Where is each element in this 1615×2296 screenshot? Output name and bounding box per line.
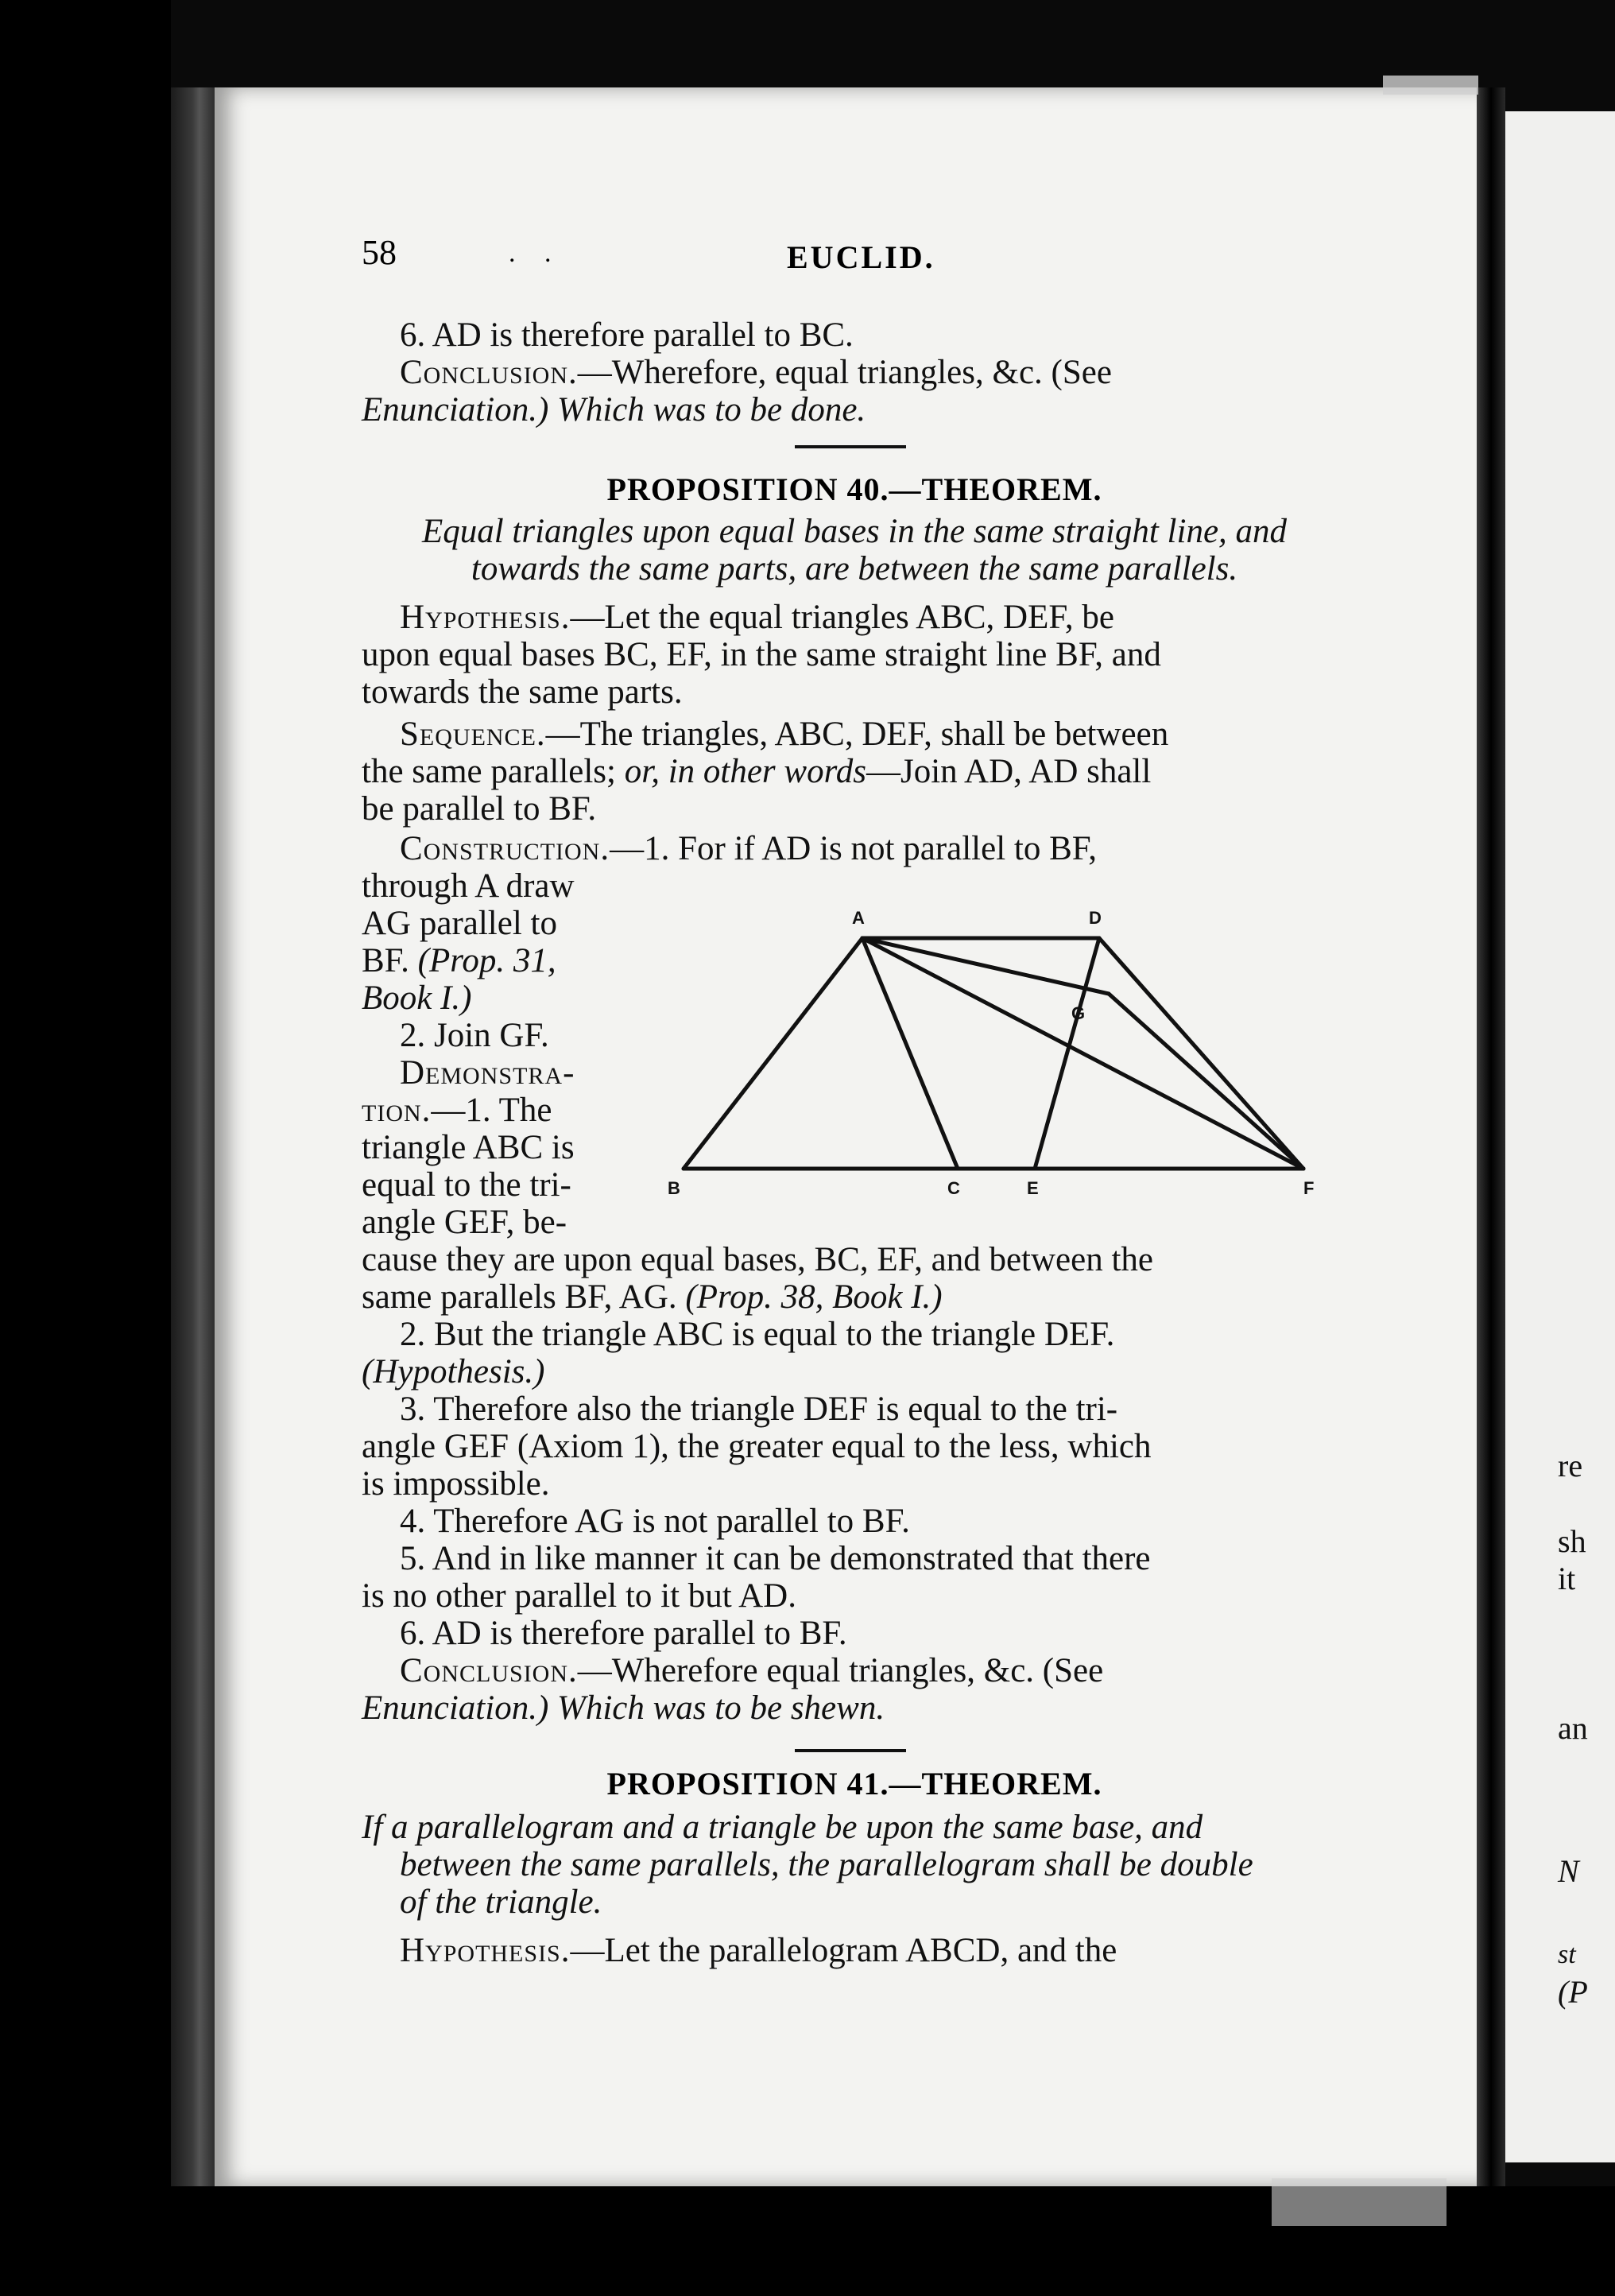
proof-line: angle GEF (Axiom 1), the greater equal to the less, which	[362, 1428, 1152, 1465]
running-title: EUCLID.	[787, 239, 935, 275]
line-ag	[862, 938, 1109, 994]
adjacent-page-fragment: st	[1558, 1940, 1576, 1969]
adjacent-page-fragment: sh	[1558, 1523, 1586, 1559]
construction-line: through A draw	[362, 867, 575, 905]
section-label: Construction.	[400, 830, 610, 867]
sequence-text: the same parallels;	[362, 753, 616, 790]
demonstration	[362, 1241, 1347, 1727]
reference: Enunciation.)	[362, 1689, 549, 1727]
line-af	[862, 938, 1303, 1169]
page-gutter	[1477, 87, 1505, 2186]
point-label-d: D	[1089, 908, 1102, 928]
adjacent-page-fragment: N	[1558, 1853, 1579, 1889]
proof-line: is no other parallel to it but AD.	[362, 1577, 796, 1615]
point-label-a: A	[852, 908, 865, 928]
enunciation	[362, 1809, 1347, 1921]
construction-text: BF.	[362, 942, 409, 979]
construction-text: —1. For if AD is not parallel to BF,	[610, 830, 1097, 867]
section-label: Conclusion.	[400, 354, 578, 391]
conclusion-text: —Wherefore equal triangles, &c. (See	[577, 1652, 1104, 1689]
section-label: Demonstra-	[400, 1054, 575, 1092]
enunciation-line: If a parallelogram and a triangle be upon the same base, and	[362, 1809, 1203, 1846]
sequence	[362, 716, 1347, 828]
figure-svg	[668, 906, 1327, 1208]
enunciation-line: of the triangle.	[400, 1883, 602, 1921]
proposition-title: PROPOSITION 40.—THEOREM.	[606, 471, 1102, 507]
section-label: tion.	[362, 1092, 432, 1129]
page-number: 58	[362, 233, 397, 272]
proof-step: 5. And in like manner it can be demonstrated that there	[400, 1540, 1151, 1577]
page-fringe	[1272, 2178, 1447, 2226]
sequence-line: be parallel to BF.	[362, 790, 597, 828]
reference: Book I.)	[362, 979, 472, 1017]
reference: (Prop. 31,	[417, 942, 556, 979]
reference: (Prop. 38, Book I.)	[685, 1278, 943, 1316]
enunciation-line: Equal triangles upon equal bases in the same straight line, and	[421, 513, 1288, 550]
line-ac	[862, 938, 958, 1169]
qed-text: Which was to be shewn.	[557, 1689, 885, 1727]
adjacent-page-fragment: it	[1558, 1561, 1576, 1596]
adjacent-page-fragment: (P	[1558, 1974, 1588, 2010]
geometric-figure	[668, 906, 1327, 1208]
proof-step: 3. Therefore also the triangle DEF is equal to the tri-	[400, 1390, 1118, 1428]
reference: Enunciation.)	[362, 391, 549, 429]
adjacent-page-fragment: re	[1558, 1448, 1583, 1483]
demonstration-line: cause they are upon equal bases, BC, EF, and between the	[362, 1241, 1153, 1278]
sequence-text: —Join AD, AD shall	[866, 753, 1152, 790]
conclusion-line	[362, 391, 1347, 429]
line-ab	[684, 938, 862, 1169]
point-label-b: B	[668, 1178, 680, 1198]
enunciation	[362, 513, 1347, 588]
section-rule	[795, 445, 906, 448]
adjacent-page-fragment: an	[1558, 1710, 1588, 1746]
hypothesis-line: upon equal bases BC, EF, in the same straight line BF, and	[362, 636, 1161, 673]
conclusion-text: —Wherefore, equal triangles, &c. (See	[577, 354, 1112, 391]
demonstration-line: triangle ABC is	[362, 1129, 575, 1166]
construction-line: AG parallel to	[362, 905, 557, 942]
line-df	[1099, 938, 1303, 1169]
enunciation-line: between the same parallels, the parallelogram shall be double	[400, 1846, 1253, 1883]
point-label-f: F	[1303, 1178, 1315, 1198]
line-de	[1035, 938, 1099, 1169]
proof-step: 6. AD is therefore parallel to BC.	[400, 316, 854, 354]
construction-step: 2. Join GF.	[400, 1017, 549, 1054]
sequence-text: —The triangles, ABC, DEF, shall be between	[545, 716, 1169, 753]
proof-line: is impossible.	[362, 1465, 550, 1503]
header-dots: . .	[509, 239, 563, 268]
section-label: Conclusion.	[400, 1652, 578, 1689]
demonstration-line: angle GEF, be-	[362, 1204, 567, 1241]
proposition-title: PROPOSITION 41.—THEOREM.	[606, 1766, 1102, 1802]
section-label: Hypothesis.	[400, 599, 571, 636]
book-edge	[171, 87, 219, 2186]
hypothesis-text: —Let the parallelogram ABCD, and the	[570, 1932, 1117, 1969]
point-label-g: G	[1071, 1003, 1086, 1023]
reference: (Hypothesis.)	[362, 1353, 545, 1390]
hypothesis	[362, 599, 1347, 711]
page-fringe	[1383, 76, 1478, 95]
enunciation-line: towards the same parts, are between the same parallels.	[471, 550, 1238, 588]
conclusion	[362, 354, 1347, 391]
hypothesis-text: —Let the equal triangles ABC, DEF, be	[570, 599, 1114, 636]
previous-proof-end	[362, 316, 1347, 429]
demonstration-line: equal to the tri-	[362, 1166, 571, 1204]
proof-step: 4. Therefore AG is not parallel to BF.	[400, 1503, 910, 1540]
sequence-text: or, in other words	[624, 753, 866, 790]
qed-text: Which was to be done.	[557, 391, 866, 429]
proof-step: 6. AD is therefore parallel to BF.	[400, 1615, 847, 1652]
point-label-e: E	[1027, 1178, 1039, 1198]
section-rule	[795, 1749, 906, 1752]
scan-background-left	[0, 0, 171, 2296]
hypothesis	[362, 1932, 1347, 1969]
section-label: Sequence.	[400, 716, 546, 753]
point-label-c: C	[947, 1178, 960, 1198]
section-label: Hypothesis.	[400, 1932, 571, 1969]
demonstration-text: same parallels BF, AG.	[362, 1278, 677, 1316]
proof-step: 2. But the triangle ABC is equal to the triangle DEF.	[400, 1316, 1115, 1353]
construction-column	[362, 867, 648, 1241]
hypothesis-line: towards the same parts.	[362, 673, 683, 711]
demonstration-text: —1. The	[431, 1092, 552, 1129]
construction	[362, 830, 1347, 867]
